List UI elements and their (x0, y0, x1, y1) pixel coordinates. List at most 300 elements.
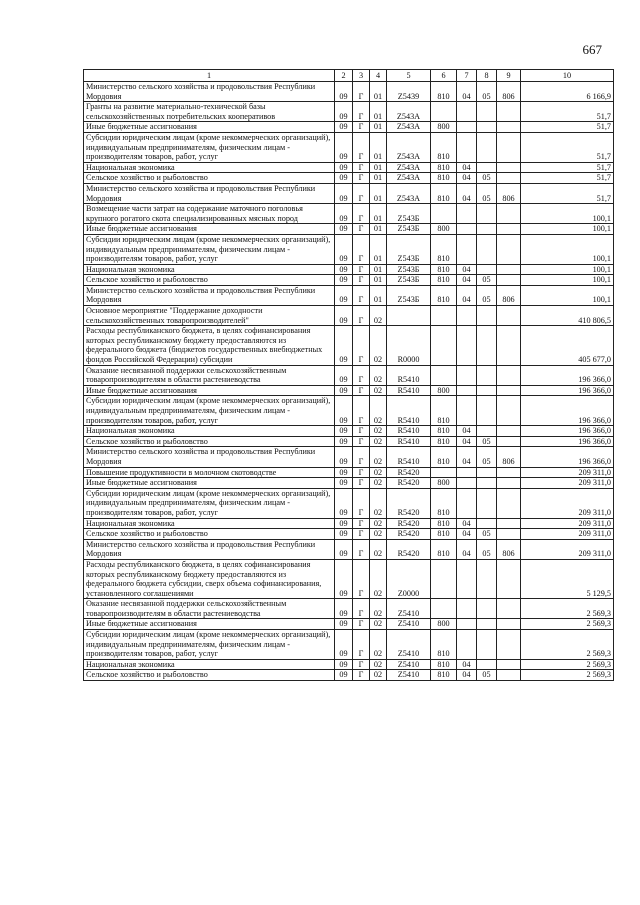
chapter-code (457, 365, 477, 385)
subsection-code (477, 630, 497, 660)
row-name: Иные бюджетные ассигнования (84, 122, 335, 133)
section-code: 09 (335, 204, 353, 224)
subprogram-code: 01 (370, 183, 387, 203)
program-code: Г (353, 539, 370, 559)
amount: 100,1 (521, 264, 614, 275)
table-body (84, 82, 614, 681)
subsection-code (477, 306, 497, 326)
subprogram-code: 01 (370, 102, 387, 122)
chapter-code: 04 (457, 529, 477, 540)
subprogram-code: 02 (370, 396, 387, 426)
chapter-code: 04 (457, 285, 477, 305)
subprogram-code: 02 (370, 426, 387, 437)
section-code: 09 (335, 132, 353, 162)
subprogram-code: 01 (370, 162, 387, 173)
amount: 100,1 (521, 204, 614, 224)
program-code: Г (353, 204, 370, 224)
table-row (84, 630, 614, 660)
chapter-code: 04 (457, 173, 477, 184)
admin-code (497, 264, 521, 275)
section-code: 09 (335, 122, 353, 133)
subprogram-code: 02 (370, 518, 387, 529)
admin-code (497, 224, 521, 235)
admin-code (497, 173, 521, 184)
subprogram-code: 01 (370, 285, 387, 305)
row-name: Сельское хозяйство и рыболовство (84, 275, 335, 286)
table-row (84, 306, 614, 326)
chapter-code: 04 (457, 275, 477, 286)
program-code: Г (353, 82, 370, 102)
row-name: Субсидии юридическим лицам (кроме некоммерческих организаций), индивидуальным предпринимателям, физическим лицам - производителям товаров, работ, услуг (84, 488, 335, 518)
subsection-code (477, 478, 497, 489)
subprogram-code: 02 (370, 539, 387, 559)
expense-type: 800 (431, 385, 457, 396)
subsection-code (477, 488, 497, 518)
admin-code (497, 670, 521, 681)
row-name: Иные бюджетные ассигнования (84, 478, 335, 489)
row-name: Оказание несвязанной поддержки сельскохозяйственным товаропроизводителям в области растениеводства (84, 365, 335, 385)
expense-type (431, 306, 457, 326)
expense-type: 800 (431, 122, 457, 133)
target-code: R5410 (387, 447, 431, 467)
program-code: Г (353, 306, 370, 326)
subsection-code: 05 (477, 275, 497, 286)
target-code: Z543Б (387, 204, 431, 224)
target-code: R5420 (387, 478, 431, 489)
program-code: Г (353, 426, 370, 437)
row-name: Национальная экономика (84, 518, 335, 529)
col-header: 5 (387, 70, 431, 82)
subsection-code (477, 659, 497, 670)
target-code: R5410 (387, 365, 431, 385)
amount: 410 806,5 (521, 306, 614, 326)
amount: 209 311,0 (521, 467, 614, 478)
chapter-code (457, 306, 477, 326)
table-row (84, 326, 614, 365)
section-code: 09 (335, 599, 353, 619)
row-name: Министерство сельского хозяйства и продовольствия Республики Мордовия (84, 447, 335, 467)
admin-code: 806 (497, 82, 521, 102)
admin-code (497, 306, 521, 326)
table-row (84, 264, 614, 275)
chapter-code: 04 (457, 539, 477, 559)
expense-type: 810 (431, 396, 457, 426)
expense-type: 810 (431, 285, 457, 305)
chapter-code (457, 619, 477, 630)
page-number: 667 (582, 42, 602, 57)
admin-code (497, 385, 521, 396)
program-code: Г (353, 122, 370, 133)
expense-type: 810 (431, 488, 457, 518)
table-row (84, 619, 614, 630)
chapter-code: 04 (457, 183, 477, 203)
subprogram-code: 01 (370, 234, 387, 264)
program-code: Г (353, 529, 370, 540)
budget-table (83, 69, 614, 681)
program-code: Г (353, 447, 370, 467)
chapter-code (457, 132, 477, 162)
target-code: Z543А (387, 102, 431, 122)
admin-code (497, 518, 521, 529)
subsection-code: 05 (477, 447, 497, 467)
section-code: 09 (335, 436, 353, 447)
col-header: 7 (457, 70, 477, 82)
section-code: 09 (335, 478, 353, 489)
row-name: Министерство сельского хозяйства и продовольствия Республики Мордовия (84, 183, 335, 203)
subsection-code (477, 518, 497, 529)
section-code: 09 (335, 275, 353, 286)
program-code: Г (353, 619, 370, 630)
admin-code (497, 478, 521, 489)
expense-type: 810 (431, 82, 457, 102)
section-code: 09 (335, 224, 353, 235)
table-row (84, 559, 614, 598)
program-code: Г (353, 396, 370, 426)
table-row (84, 204, 614, 224)
target-code: Z543А (387, 173, 431, 184)
expense-type: 810 (431, 447, 457, 467)
admin-code (497, 559, 521, 598)
expense-type (431, 599, 457, 619)
chapter-code (457, 467, 477, 478)
table-row (84, 224, 614, 235)
amount: 2 569,3 (521, 670, 614, 681)
amount: 209 311,0 (521, 529, 614, 540)
table-header-row (84, 70, 614, 82)
target-code: R5420 (387, 539, 431, 559)
program-code: Г (353, 275, 370, 286)
subprogram-code: 01 (370, 82, 387, 102)
subprogram-code: 01 (370, 275, 387, 286)
section-code: 09 (335, 488, 353, 518)
admin-code (497, 426, 521, 437)
subprogram-code: 01 (370, 204, 387, 224)
col-header: 9 (497, 70, 521, 82)
row-name: Сельское хозяйство и рыболовство (84, 529, 335, 540)
row-name: Повышение продуктивности в молочном скотоводстве (84, 467, 335, 478)
subsection-code (477, 264, 497, 275)
chapter-code (457, 478, 477, 489)
target-code: R5410 (387, 426, 431, 437)
target-code: Z543А (387, 162, 431, 173)
amount: 6 166,9 (521, 82, 614, 102)
amount: 2 569,3 (521, 619, 614, 630)
subprogram-code: 02 (370, 559, 387, 598)
program-code: Г (353, 173, 370, 184)
program-code: Г (353, 183, 370, 203)
expense-type: 810 (431, 173, 457, 184)
expense-type (431, 559, 457, 598)
subprogram-code: 02 (370, 630, 387, 660)
subsection-code (477, 234, 497, 264)
subsection-code (477, 426, 497, 437)
program-code: Г (353, 488, 370, 518)
program-code: Г (353, 162, 370, 173)
subsection-code: 05 (477, 173, 497, 184)
admin-code (497, 365, 521, 385)
chapter-code (457, 102, 477, 122)
row-name: Национальная экономика (84, 426, 335, 437)
expense-type (431, 365, 457, 385)
col-header: 4 (370, 70, 387, 82)
admin-code (497, 326, 521, 365)
admin-code (497, 619, 521, 630)
target-code: Z0000 (387, 559, 431, 598)
section-code: 09 (335, 326, 353, 365)
section-code: 09 (335, 447, 353, 467)
section-code: 09 (335, 396, 353, 426)
subsection-code (477, 365, 497, 385)
row-name: Субсидии юридическим лицам (кроме некоммерческих организаций), индивидуальным предпринимателям, физическим лицам - производителям товаров, работ, услуг (84, 396, 335, 426)
expense-type: 810 (431, 630, 457, 660)
program-code: Г (353, 365, 370, 385)
expense-type: 810 (431, 659, 457, 670)
amount: 5 129,5 (521, 559, 614, 598)
admin-code: 806 (497, 447, 521, 467)
row-name: Иные бюджетные ассигнования (84, 385, 335, 396)
chapter-code (457, 234, 477, 264)
section-code: 09 (335, 670, 353, 681)
subprogram-code: 02 (370, 447, 387, 467)
subsection-code (477, 396, 497, 426)
table-row (84, 82, 614, 102)
admin-code (497, 275, 521, 286)
row-name: Расходы республиканского бюджета, в целях софинансирования которых республиканскому бюджету предоставляются из федерального бюджета (бюджетов государственных внебюджетных фондов Российской Федерации) субсидии (84, 326, 335, 365)
row-name: Гранты на развитие материально-технической базы сельскохозяйственных потребительских кооперативов (84, 102, 335, 122)
chapter-code: 04 (457, 659, 477, 670)
section-code: 09 (335, 659, 353, 670)
table-row (84, 285, 614, 305)
target-code: Z543Б (387, 234, 431, 264)
expense-type (431, 326, 457, 365)
amount: 51,7 (521, 162, 614, 173)
row-name: Основное мероприятие "Поддержание доходности сельскохозяйственных товаропроизводителей" (84, 306, 335, 326)
program-code: Г (353, 326, 370, 365)
expense-type: 810 (431, 539, 457, 559)
subprogram-code: 02 (370, 478, 387, 489)
subprogram-code: 02 (370, 467, 387, 478)
subsection-code: 05 (477, 285, 497, 305)
admin-code (497, 630, 521, 660)
subprogram-code: 01 (370, 173, 387, 184)
col-header: 2 (335, 70, 353, 82)
chapter-code: 04 (457, 82, 477, 102)
target-code: R0000 (387, 326, 431, 365)
target-code: Z5410 (387, 670, 431, 681)
admin-code (497, 488, 521, 518)
row-name: Субсидии юридическим лицам (кроме некоммерческих организаций), индивидуальным предпринимателям, физическим лицам - производителям товаров, работ, услуг (84, 234, 335, 264)
amount: 196 366,0 (521, 385, 614, 396)
section-code: 09 (335, 559, 353, 598)
subsection-code (477, 599, 497, 619)
section-code: 09 (335, 183, 353, 203)
subsection-code: 05 (477, 670, 497, 681)
section-code: 09 (335, 173, 353, 184)
expense-type: 800 (431, 478, 457, 489)
admin-code (497, 599, 521, 619)
subprogram-code: 02 (370, 670, 387, 681)
table-row (84, 670, 614, 681)
program-code: Г (353, 659, 370, 670)
expense-type: 810 (431, 670, 457, 681)
section-code: 09 (335, 264, 353, 275)
amount: 51,7 (521, 173, 614, 184)
row-name: Национальная экономика (84, 659, 335, 670)
amount: 196 366,0 (521, 365, 614, 385)
subprogram-code: 02 (370, 385, 387, 396)
target-code: Z543Б (387, 285, 431, 305)
admin-code (497, 162, 521, 173)
target-code: Z5410 (387, 630, 431, 660)
admin-code (497, 396, 521, 426)
subsection-code (477, 122, 497, 133)
table-row (84, 132, 614, 162)
subsection-code (477, 385, 497, 396)
subsection-code (477, 326, 497, 365)
subprogram-code: 02 (370, 436, 387, 447)
target-code: Z5439 (387, 82, 431, 102)
target-code: R5410 (387, 385, 431, 396)
amount: 100,1 (521, 275, 614, 286)
admin-code (497, 204, 521, 224)
table-row (84, 599, 614, 619)
program-code: Г (353, 385, 370, 396)
chapter-code: 04 (457, 436, 477, 447)
row-name: Субсидии юридическим лицам (кроме некоммерческих организаций), индивидуальным предпринимателям, физическим лицам - производителям товаров, работ, услуг (84, 132, 335, 162)
chapter-code (457, 204, 477, 224)
program-code: Г (353, 630, 370, 660)
target-code: Z543Б (387, 275, 431, 286)
amount: 209 311,0 (521, 488, 614, 518)
program-code: Г (353, 559, 370, 598)
target-code (387, 306, 431, 326)
amount: 2 569,3 (521, 630, 614, 660)
amount: 209 311,0 (521, 478, 614, 489)
section-code: 09 (335, 162, 353, 173)
row-name: Оказание несвязанной поддержки сельскохозяйственным товаропроизводителям в области растениеводства (84, 599, 335, 619)
col-header: 6 (431, 70, 457, 82)
subprogram-code: 01 (370, 264, 387, 275)
row-name: Национальная экономика (84, 162, 335, 173)
table-row (84, 426, 614, 437)
section-code: 09 (335, 306, 353, 326)
table-row (84, 488, 614, 518)
expense-type: 810 (431, 518, 457, 529)
program-code: Г (353, 478, 370, 489)
admin-code (497, 234, 521, 264)
chapter-code (457, 326, 477, 365)
expense-type (431, 467, 457, 478)
chapter-code (457, 559, 477, 598)
admin-code (497, 467, 521, 478)
target-code: Z543Б (387, 264, 431, 275)
expense-type: 810 (431, 234, 457, 264)
subsection-code: 05 (477, 539, 497, 559)
chapter-code: 04 (457, 670, 477, 681)
expense-type: 810 (431, 264, 457, 275)
expense-type: 810 (431, 183, 457, 203)
chapter-code (457, 630, 477, 660)
program-code: Г (353, 670, 370, 681)
amount: 51,7 (521, 132, 614, 162)
expense-type: 810 (431, 436, 457, 447)
amount: 196 366,0 (521, 436, 614, 447)
program-code: Г (353, 467, 370, 478)
table-row (84, 396, 614, 426)
subprogram-code: 01 (370, 122, 387, 133)
table-row (84, 385, 614, 396)
section-code: 09 (335, 518, 353, 529)
expense-type: 810 (431, 529, 457, 540)
table-row (84, 173, 614, 184)
admin-code (497, 122, 521, 133)
section-code: 09 (335, 82, 353, 102)
row-name: Возмещение части затрат на содержание маточного поголовья крупного рогатого скота специализированных мясных пород (84, 204, 335, 224)
subprogram-code: 02 (370, 488, 387, 518)
admin-code (497, 659, 521, 670)
amount: 405 677,0 (521, 326, 614, 365)
chapter-code: 04 (457, 518, 477, 529)
admin-code: 806 (497, 183, 521, 203)
row-name: Сельское хозяйство и рыболовство (84, 670, 335, 681)
table-row (84, 659, 614, 670)
expense-type: 800 (431, 224, 457, 235)
table-row (84, 447, 614, 467)
chapter-code (457, 396, 477, 426)
expense-type: 810 (431, 132, 457, 162)
chapter-code (457, 599, 477, 619)
expense-type (431, 102, 457, 122)
subprogram-code: 01 (370, 132, 387, 162)
chapter-code: 04 (457, 447, 477, 467)
target-code: R5420 (387, 488, 431, 518)
program-code: Г (353, 518, 370, 529)
target-code: Z5410 (387, 619, 431, 630)
program-code: Г (353, 132, 370, 162)
program-code: Г (353, 264, 370, 275)
expense-type: 800 (431, 619, 457, 630)
section-code: 09 (335, 234, 353, 264)
target-code: Z543А (387, 132, 431, 162)
target-code: R5420 (387, 529, 431, 540)
target-code: Z543Б (387, 224, 431, 235)
subsection-code: 05 (477, 436, 497, 447)
target-code: Z543А (387, 122, 431, 133)
subsection-code (477, 224, 497, 235)
table-row (84, 162, 614, 173)
chapter-code (457, 122, 477, 133)
subsection-code (477, 467, 497, 478)
chapter-code: 04 (457, 162, 477, 173)
subprogram-code: 02 (370, 326, 387, 365)
program-code: Г (353, 599, 370, 619)
amount: 51,7 (521, 122, 614, 133)
subprogram-code: 02 (370, 365, 387, 385)
subsection-code: 05 (477, 529, 497, 540)
target-code: Z5410 (387, 599, 431, 619)
program-code: Г (353, 102, 370, 122)
row-name: Сельское хозяйство и рыболовство (84, 173, 335, 184)
admin-code (497, 436, 521, 447)
subprogram-code: 01 (370, 224, 387, 235)
table-row (84, 122, 614, 133)
row-name: Министерство сельского хозяйства и продовольствия Республики Мордовия (84, 82, 335, 102)
amount: 196 366,0 (521, 396, 614, 426)
target-code: R5420 (387, 518, 431, 529)
admin-code: 806 (497, 539, 521, 559)
col-header: 8 (477, 70, 497, 82)
table-row (84, 467, 614, 478)
